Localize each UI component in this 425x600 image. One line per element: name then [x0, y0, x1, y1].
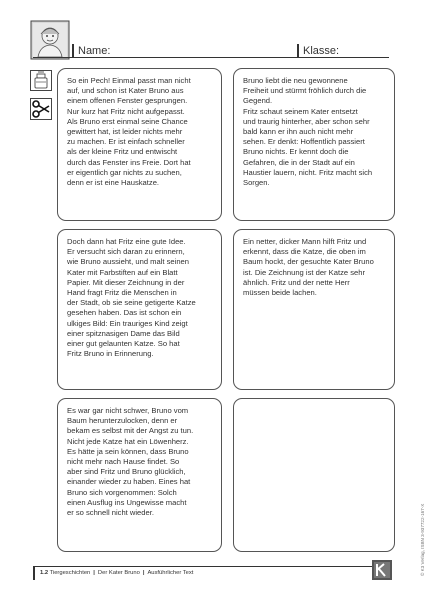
footer-number: 1.2 — [40, 570, 49, 576]
footer — [40, 570, 193, 576]
story-card-4 — [233, 229, 395, 390]
footer-left-bar — [33, 566, 35, 580]
header-line — [33, 57, 389, 58]
story-card-2 — [233, 68, 395, 221]
publisher-logo-icon — [372, 560, 392, 580]
scissors-icon — [30, 98, 52, 120]
child-portrait-icon — [30, 20, 70, 60]
story-card-text: Ein netter, dicker Mann hilft Fritz und erkennt, dass die Katze, die oben im Baum hockt, der gesuchte Kater Bruno ist. Die Zeichnung ist der Katze sehr ähnlich. Fritz und der nette Herr müssen beide lachen. — [243, 237, 374, 298]
glue-icon — [30, 70, 52, 91]
class-divider — [297, 44, 299, 58]
story-card-6 — [233, 398, 395, 552]
footer-subtitle: Ausführlicher Text — [147, 570, 194, 576]
story-card-text: Doch dann hat Fritz eine gute Idee. Er versucht sich daran zu erinnern, wie Bruno aussieht, und malt seinen Kater mit Farbstiften auf ein Blatt Papier. Mit dieser Zeichnung in der Hand fragt Fritz die Menschen in der Stadt, ob sie seine getigerte Katze gesehen haben. Das ist schon ein ulkiges Bild: Ein trauriges Kind zeigt einer spitznasigen Dame das Bild einer gut gelaunten Katze. So hat Fritz Bruno in Erinnerung. — [67, 237, 196, 359]
story-card-text: So ein Pech! Einmal passt man nicht auf, und schon ist Kater Bruno aus einem offenen Fenster gesprungen. Nur kurz hat Fritz nicht aufgepasst. Als Bruno erst einmal seine Chance gewittert hat, ist leider nichts mehr zu machen. Er ist einfach schneller als der kleine Fritz und entwischt durch das Fenster ins Freie. Dort hat er eigentlich gar nichts zu suchen, denn er ist eine Hauskatze. — [67, 76, 191, 188]
name-label: Name: — [78, 45, 111, 57]
story-card-5 — [57, 398, 222, 552]
footer-separator: | — [93, 570, 95, 576]
story-card-1 — [57, 68, 222, 221]
story-card-3 — [57, 229, 222, 390]
class-label: Klasse: — [303, 45, 340, 57]
footer-line — [33, 566, 389, 567]
story-card-text: Bruno liebt die neu gewonnene Freiheit und stürmt fröhlich durch die Gegend. Fritz schaut seinem Kater entsetzt und traurig hinterher, aber schon sehr bald kann er ihn auch nicht mehr sehen. Er denkt: Hoffentlich passiert Bruno nichts. Er kennt doch die Gefahren, die in der Stadt auf ein Haustier lauern, nicht. Fritz macht sich Sorgen. — [243, 76, 373, 188]
name-divider — [72, 44, 74, 58]
footer-section: Tiergeschichten — [49, 570, 91, 576]
copyright-note: © K3 Verlag, ISBN 3-937722-167-X — [420, 503, 425, 576]
footer-separator: | — [142, 570, 145, 576]
story-card-text: Es war gar nicht schwer, Bruno vom Baum herunterzulocken, denn er bekam es selbst mit der Angst zu tun. Nicht jede Katze hat ein Löwenherz. Es hätte ja sein können, dass Bruno nicht mehr nach Hause findet. So aber sind Fritz und Bruno glücklich, einander wieder zu haben. Eines hat Bruno sich vorgenommen: Solch einen Ausflug ins Ungewisse macht er so schnell nicht wieder. — [67, 406, 194, 518]
footer-title: Der Kater Bruno — [97, 570, 140, 576]
